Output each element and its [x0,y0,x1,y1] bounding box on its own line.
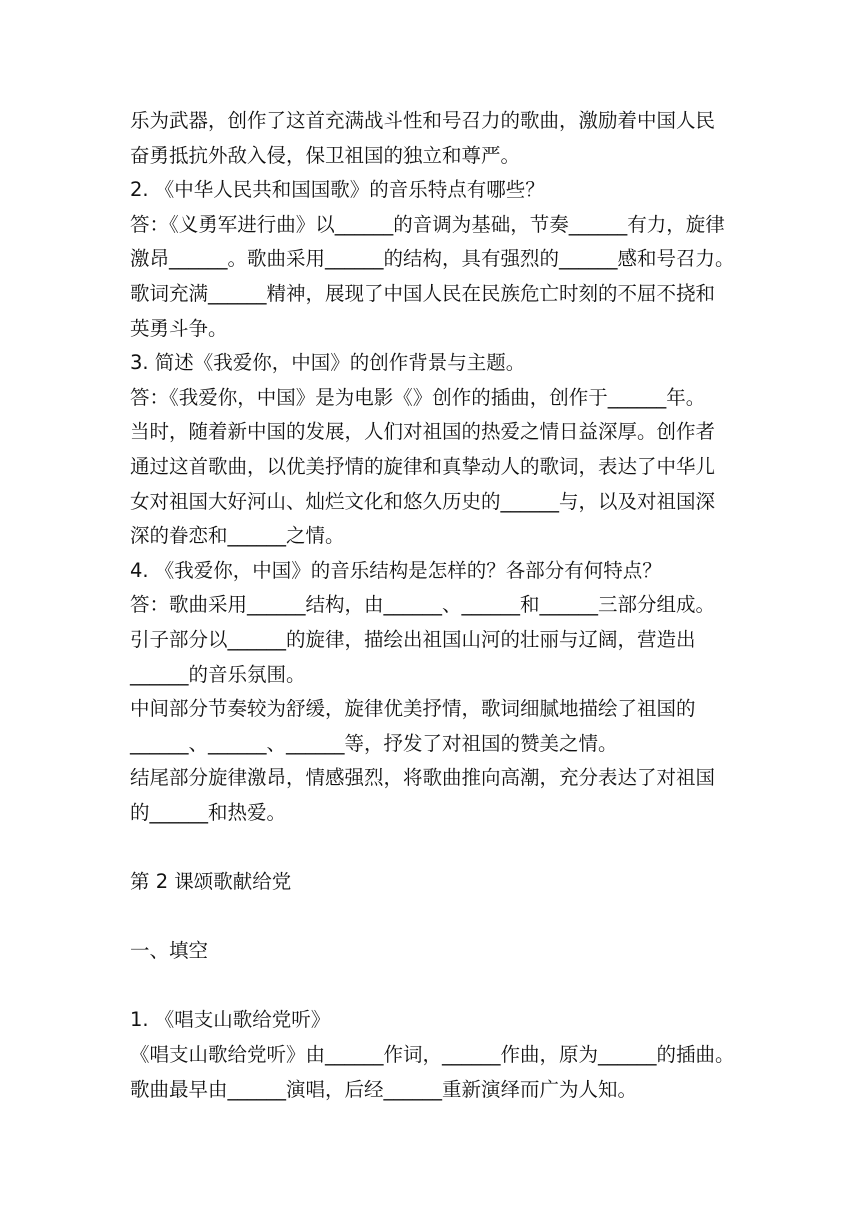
answer-line: 答：《我爱你，中国》是为电影《》创作的插曲，创作于______年。 [130,385,706,409]
answer-line: 引子部分以______的旋律，描绘出祖国山河的壮丽与辽阔，营造出 [130,627,696,651]
answer-line: ______、______、______等，抒发了对祖国的赞美之情。 [130,731,618,755]
section-heading: 一、填空 [130,939,209,963]
answer-line: 激昂______。歌曲采用______的结构，具有强烈的______感和号召力。 [130,247,735,271]
question-heading: 2. 《中华人民共和国国歌》的音乐特点有哪些？ [130,178,545,202]
answer-line: 答：《义勇军进行曲》以______的音调为基础，节奏______有力，旋律 [130,212,725,236]
answer-line: 女对祖国大好河山、灿烂文化和悠久历史的______与，以及对祖国深 [130,489,716,513]
question-heading: 3. 简述《我爱你，中国》的创作背景与主题。 [130,351,526,375]
question-heading: 1. 《唱支山歌给党听》 [130,1008,331,1032]
answer-line: 深的眷恋和______之情。 [130,524,345,548]
answer-line: 中间部分节奏较为舒缓，旋律优美抒情，歌词细腻地描绘了祖国的 [130,697,696,721]
lesson-title: 第 2 课颂歌献给党 [130,870,292,894]
answer-line: 英勇斗争。 [130,316,228,340]
text-line: 乐为武器，创作了这首充满战斗性和号召力的歌曲，激励着中国人民 [130,109,716,132]
answer-line: 歌词充满______精神，展现了中国人民在民族危亡时刻的不屈不挠和 [130,281,716,305]
blank-line [130,969,740,1004]
blank-line [130,900,740,935]
blank-line [130,830,740,865]
answer-line: 答：歌曲采用______结构，由______、______和______三部分组成。 [130,593,716,617]
answer-line: 通过这首歌曲，以优美抒情的旋律和真挚动人的歌词，表达了中华儿 [130,454,716,478]
answer-line: 歌曲最早由______演唱，后经______重新演绎而广为人知。 [130,1077,638,1101]
document-page [130,104,740,1107]
text-line: 奋勇抵抗外敌入侵，保卫祖国的独立和尊严。 [130,143,521,167]
answer-line: ______的音乐氛围。 [130,662,306,686]
answer-line: 的______和热爱。 [130,800,287,824]
answer-line: 《唱支山歌给党听》由______作词，______作曲，原为______的插曲。 [130,1043,735,1067]
question-heading: 4. 《我爱你，中国》的音乐结构是怎样的？各部分有何特点？ [130,558,662,582]
answer-line: 结尾部分旋律激昂，情感强烈，将歌曲推向高潮，充分表达了对祖国 [130,766,716,790]
answer-line: 当时，随着新中国的发展，人们对祖国的热爱之情日益深厚。创作者 [130,420,716,444]
